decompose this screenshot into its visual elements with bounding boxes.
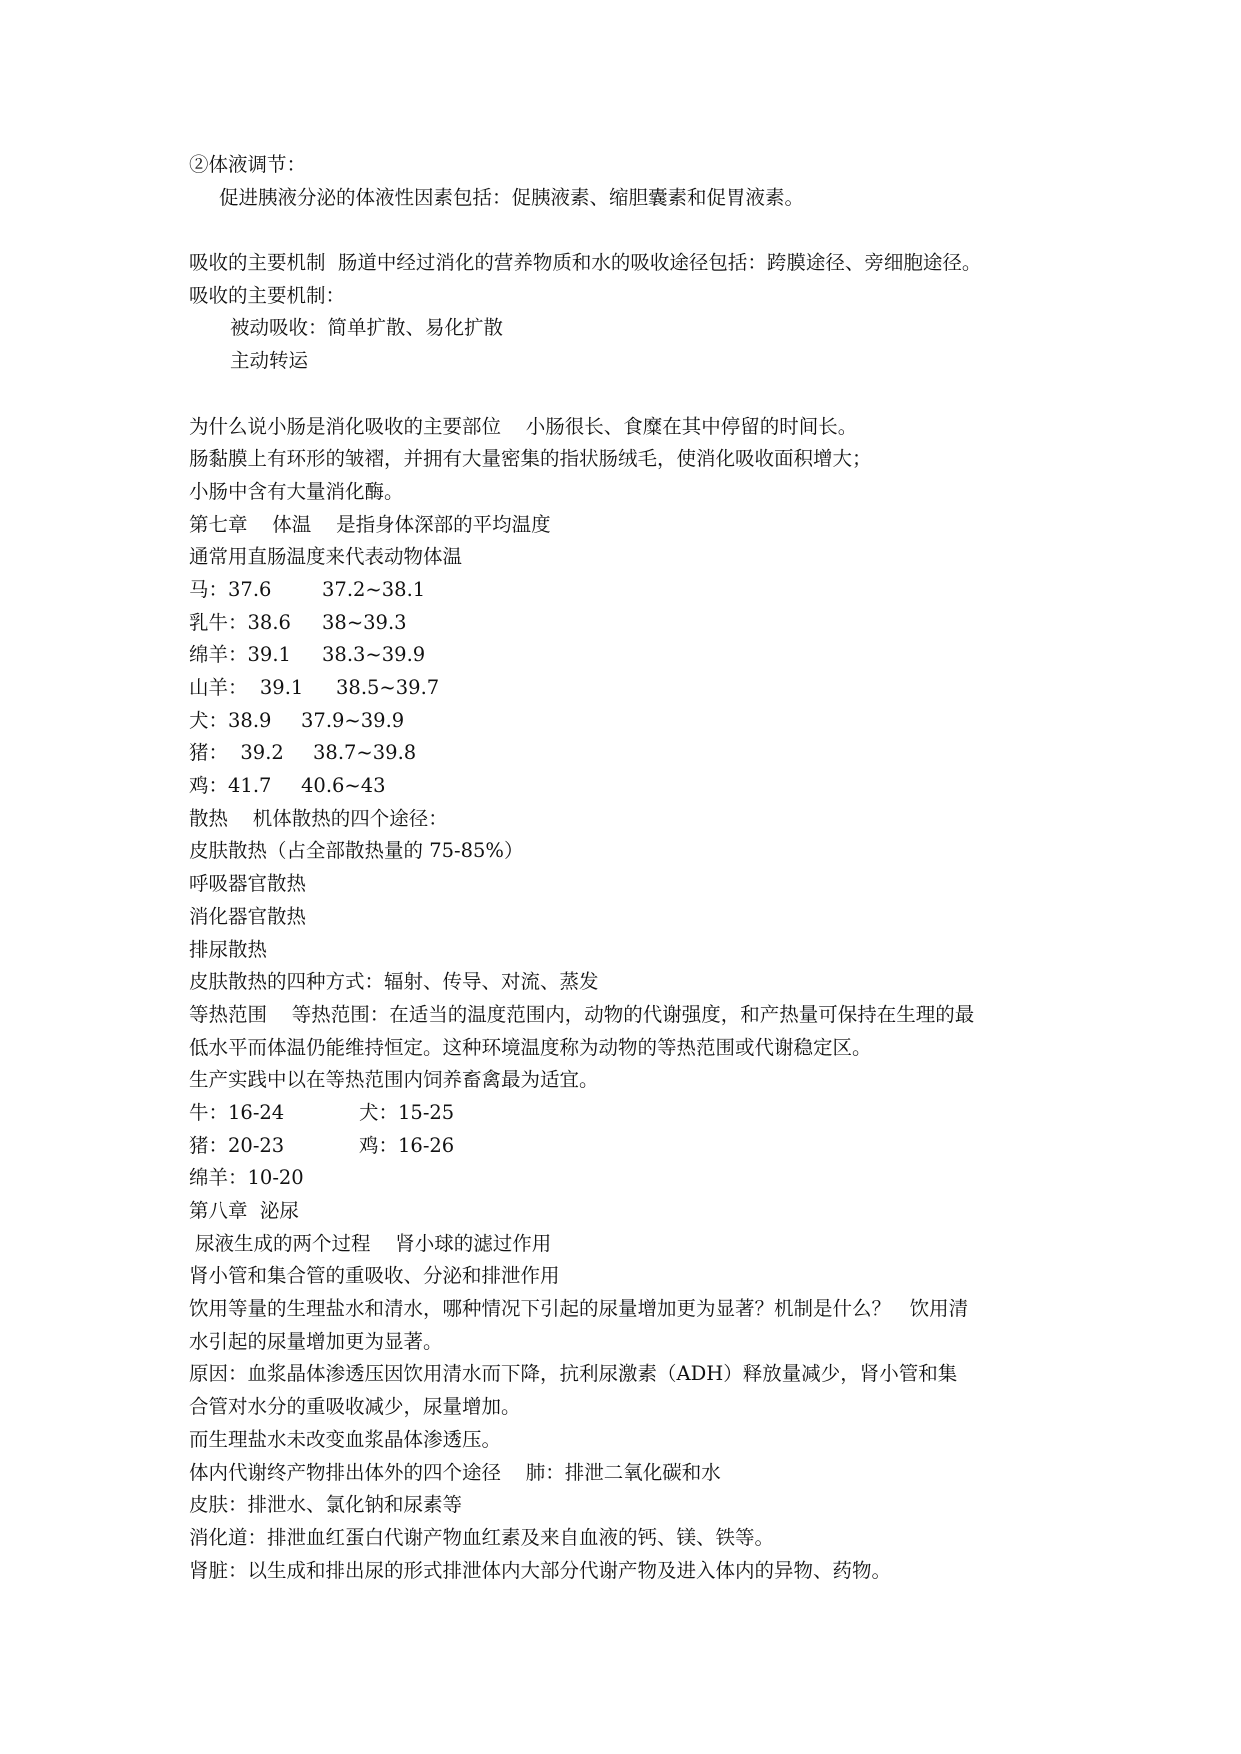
temp-range: 38~39.3 bbox=[322, 610, 407, 634]
temp-range: 40.6~43 bbox=[301, 774, 386, 798]
text-line: 皮肤散热（占全部散热量的 75-85%） bbox=[189, 839, 524, 863]
text-line: 肾小管和集合管的重吸收、分泌和排泄作用 bbox=[189, 1264, 560, 1288]
range-value: 牛：16-24 bbox=[189, 1100, 285, 1124]
text-line: 而生理盐水未改变血浆晶体渗透压。 bbox=[189, 1427, 502, 1451]
range-value: 鸡：16-26 bbox=[359, 1133, 455, 1157]
text-line: 饮用等量的生理盐水和清水，哪种情况下引起的尿量增加更为显著？机制是什么？ 饮用清 bbox=[189, 1297, 969, 1321]
text-line: 水引起的尿量增加更为显著。 bbox=[189, 1329, 443, 1353]
text-line: 排尿散热 bbox=[189, 937, 268, 961]
text-line: 呼吸器官散热 bbox=[189, 872, 307, 896]
animal-temp: 鸡：41.7 bbox=[189, 774, 272, 798]
text-line: 低水平而体温仍能维持恒定。这种环境温度称为动物的等热范围或代谢稳定区。 bbox=[189, 1035, 872, 1059]
text-line: 通常用直肠温度来代表动物体温 bbox=[189, 545, 463, 569]
animal-temp: 绵羊：39.1 bbox=[189, 643, 291, 667]
temperature-row bbox=[189, 705, 1089, 738]
text-line: 小肠中含有大量消化酶。 bbox=[189, 479, 404, 503]
chapter-heading: 第七章 体温 是指身体深部的平均温度 bbox=[189, 512, 551, 536]
text-line: 合管对水分的重吸收减少，尿量增加。 bbox=[189, 1395, 521, 1419]
temp-range: 38.7~39.8 bbox=[313, 741, 417, 765]
text-line: 消化器官散热 bbox=[189, 904, 307, 928]
text-line: 肾脏：以生成和排出尿的形式排泄体内大部分代谢产物及进入体内的异物、药物。 bbox=[189, 1558, 892, 1582]
chapter-heading: 第八章 泌尿 bbox=[189, 1199, 299, 1222]
temperature-row bbox=[189, 607, 1089, 640]
animal-temp: 马：37.6 bbox=[189, 577, 272, 601]
text-line: 促进胰液分泌的体液性因素包括：促胰液素、缩胆囊素和促胃液素。 bbox=[219, 185, 805, 209]
temp-range: 38.3~39.9 bbox=[322, 643, 426, 667]
text-line: 主动转运 bbox=[230, 349, 309, 373]
text-line: 生产实践中以在等热范围内饲养畜禽最为适宜。 bbox=[189, 1068, 599, 1092]
text-line: 尿液生成的两个过程 肾小球的滤过作用 bbox=[195, 1231, 552, 1255]
text-line: 等热范围 等热范围：在适当的温度范围内，动物的代谢强度，和产热量可保持在生理的最 bbox=[189, 1002, 975, 1026]
text-line: 吸收的主要机制 肠道中经过消化的营养物质和水的吸收途径包括：跨膜途径、旁细胞途径。 bbox=[189, 251, 982, 275]
text-line: 消化道：排泄血红蛋白代谢产物血红素及来自血液的钙、镁、铁等。 bbox=[189, 1525, 775, 1549]
temperature-row bbox=[189, 737, 1089, 770]
range-value: 猪：20-23 bbox=[189, 1133, 285, 1157]
heading-humoral-regulation: ②体液调节： bbox=[189, 153, 307, 176]
range-value: 犬：15-25 bbox=[359, 1100, 455, 1124]
thermoneutral-row bbox=[189, 1130, 1089, 1163]
temperature-row bbox=[189, 672, 1089, 705]
text-line: 体内代谢终产物排出体外的四个途径 肺：排泄二氧化碳和水 bbox=[189, 1460, 721, 1484]
text-line: 为什么说小肠是消化吸收的主要部位 小肠很长、食糜在其中停留的时间长。 bbox=[189, 414, 858, 438]
thermoneutral-row bbox=[189, 1162, 1089, 1195]
temperature-row bbox=[189, 770, 1089, 803]
text-line: 散热 机体散热的四个途径： bbox=[189, 806, 448, 830]
temperature-row bbox=[189, 639, 1089, 672]
text-line: 皮肤：排泄水、氯化钠和尿素等 bbox=[189, 1493, 463, 1517]
page-content bbox=[189, 149, 1089, 1587]
text-line: 原因：血浆晶体渗透压因饮用清水而下降，抗利尿激素（ADH）释放量减少，肾小管和集 bbox=[189, 1362, 958, 1386]
animal-temp: 乳牛：38.6 bbox=[189, 610, 291, 634]
text-line: 吸收的主要机制： bbox=[189, 283, 346, 307]
animal-temp: 犬：38.9 bbox=[189, 708, 272, 732]
animal-temp: 山羊： 39.1 bbox=[189, 676, 304, 699]
temperature-row bbox=[189, 574, 1089, 607]
range-value: 绵羊：10-20 bbox=[189, 1166, 304, 1190]
temp-range: 37.2~38.1 bbox=[322, 577, 426, 601]
temp-range: 37.9~39.9 bbox=[301, 708, 405, 732]
text-line: 皮肤散热的四种方式：辐射、传导、对流、蒸发 bbox=[189, 970, 599, 994]
temp-range: 38.5~39.7 bbox=[336, 676, 440, 699]
text-line: 肠黏膜上有环形的皱褶，并拥有大量密集的指状肠绒毛，使消化吸收面积增大； bbox=[189, 447, 872, 471]
animal-temp: 猪： 39.2 bbox=[189, 741, 284, 765]
blank-line bbox=[189, 378, 1089, 411]
thermoneutral-row bbox=[189, 1097, 1089, 1130]
text-line: 被动吸收：简单扩散、易化扩散 bbox=[230, 316, 504, 340]
blank-line bbox=[189, 214, 1089, 247]
